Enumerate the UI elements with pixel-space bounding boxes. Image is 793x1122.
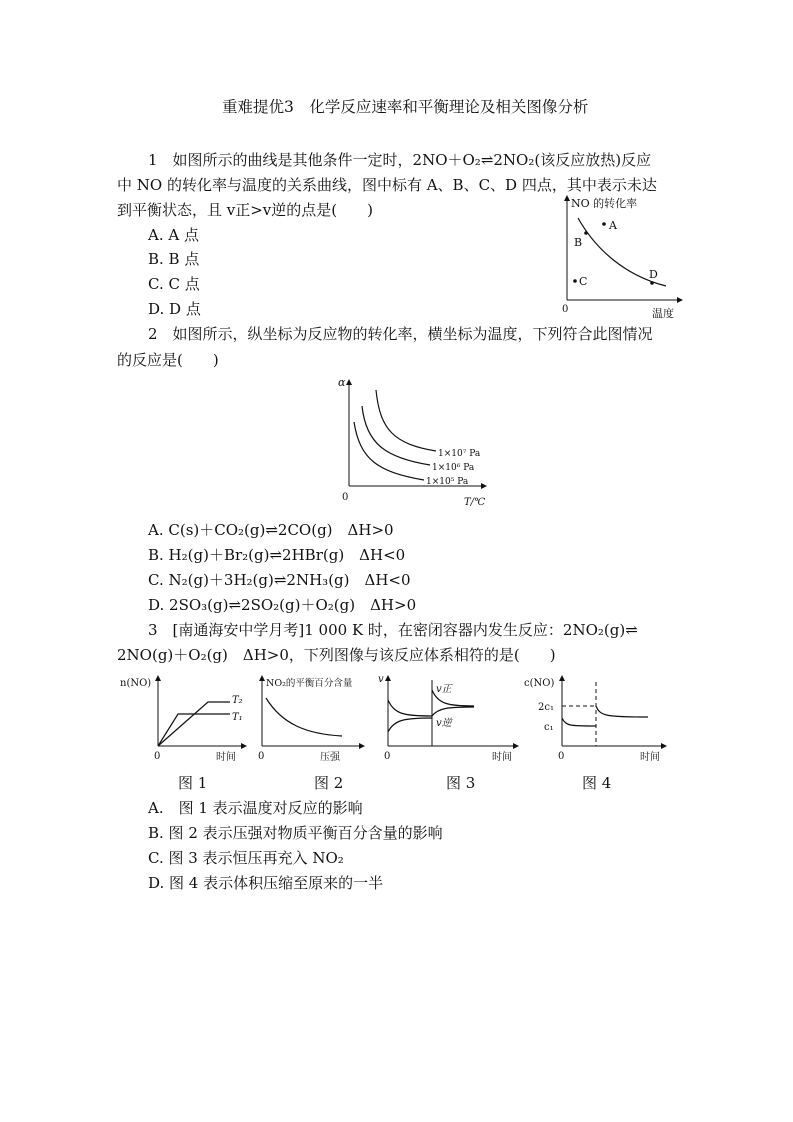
q2-xlabel: T/℃ (464, 497, 486, 508)
fig2-ylabel: NO₂的平衡百分含量 (266, 678, 353, 689)
fig1-label-t2: T₂ (232, 695, 243, 706)
fig3-vzheng-1 (388, 700, 432, 716)
fig4-label-c1: c₁ (544, 722, 554, 733)
fig4-curve-1 (562, 718, 596, 726)
fig3-origin: 0 (384, 751, 391, 762)
q2-option-b: B. H₂(g)＋Br₂(g)⇌2HBr(g) ΔH<0 (148, 546, 406, 564)
q3-option-d: D. 图 4 表示体积压缩至原来的一半 (148, 874, 384, 892)
q1-point-c (573, 279, 577, 283)
page-title: 重难提优3 化学反应速率和平衡理论及相关图像分析 (222, 98, 589, 116)
q1-line2: 中 NO 的转化率与温度的关系曲线，图中标有 A、B、C、D 四点，其中表示未达 (117, 176, 657, 194)
q1-line3: 到平衡状态，且 v正>v逆的点是( ) (117, 201, 373, 219)
q1-label-d: D (649, 268, 658, 281)
q3-option-a: A. 图 1 表示温度对反应的影响 (148, 799, 363, 817)
q1-origin: 0 (562, 304, 569, 315)
fig2-curve (266, 698, 342, 736)
fig4-ylabel: c(NO) (524, 678, 555, 689)
q2-ylabel: α (338, 376, 346, 389)
q1-option-b: B. B 点 (148, 250, 200, 268)
fig4-caption: 图 4 (582, 774, 612, 792)
fig3-vni-2 (432, 707, 474, 716)
fig2-origin: 0 (258, 751, 265, 762)
q2-curve-1e6 (362, 406, 430, 465)
fig4-xlabel: 时间 (640, 752, 660, 763)
q2-curve-1e7 (376, 390, 436, 451)
q3-option-c: C. 图 3 表示恒压再充入 NO₂ (148, 849, 344, 867)
fig2-caption: 图 2 (314, 774, 344, 792)
q2-option-a: A. C(s)＋CO₂(g)⇌2CO(g) ΔH>0 (148, 521, 394, 539)
fig1-line-t2 (158, 702, 230, 746)
fig1-caption: 图 1 (178, 774, 208, 792)
q2-figure (336, 374, 496, 510)
q3-line1: 3 [南通海安中学月考]1 000 K 时，在密闭容器内发生反应：2NO₂(g)⇌ (148, 621, 638, 639)
q2-option-c: C. N₂(g)＋3H₂(g)⇌2NH₃(g) ΔH<0 (148, 571, 411, 589)
q1-line1: 1 如图所示的曲线是其他条件一定时，2NO＋O₂⇌2NO₂(该反应放热)反应 (148, 151, 652, 169)
fig3-ylabel: v (378, 674, 384, 685)
fig3-label-vzheng: v正 (436, 684, 452, 695)
fig1-origin: 0 (154, 751, 161, 762)
fig4-curve-2 (596, 706, 648, 717)
fig2-xlabel: 压强 (320, 752, 340, 763)
q1-label-b: B (574, 236, 583, 249)
fig3-xlabel: 时间 (492, 752, 512, 763)
q1-label-c: C (579, 275, 588, 288)
q3-option-b: B. 图 2 表示压强对物质平衡百分含量的影响 (148, 824, 443, 842)
q3-figure-1 (120, 670, 250, 770)
fig1-xlabel: 时间 (216, 752, 236, 763)
q1-ylabel: NO 的转化率 (571, 197, 638, 210)
q2-series-1e5: 1×10⁵ Pa (426, 477, 469, 487)
q3-line2: 2NO(g)＋O₂(g) ΔH>0，下列图像与该反应体系相符的是( ) (117, 646, 556, 664)
q1-point-b (584, 231, 588, 235)
q2-series-1e6: 1×10⁶ Pa (432, 463, 475, 473)
q3-figure-2 (252, 670, 370, 770)
fig1-line-t1 (158, 714, 230, 746)
fig3-label-vni: v逆 (436, 718, 452, 729)
fig4-label-2c1: 2c₁ (538, 702, 554, 713)
q1-xlabel: 温度 (652, 307, 674, 318)
q1-point-d (650, 281, 654, 285)
q2-option-d: D. 2SO₃(g)⇌2SO₂(g)＋O₂(g) ΔH>0 (148, 596, 417, 614)
q1-label-a: A (609, 219, 617, 232)
q3-figure-3 (374, 670, 524, 770)
q1-figure (556, 190, 686, 318)
fig3-vni-1 (388, 718, 432, 732)
fig1-label-t1: T₁ (232, 712, 243, 723)
fig1-ylabel: n(NO) (120, 678, 152, 689)
fig3-caption: 图 3 (446, 774, 476, 792)
q2-line2: 的反应是( ) (117, 351, 219, 369)
q3-figure-4 (520, 670, 670, 770)
q1-point-a (602, 222, 606, 226)
q2-line1: 2 如图所示，纵坐标为反应物的转化率，横坐标为温度，下列符合此图情况 (148, 325, 653, 343)
q2-series-1e7: 1×10⁷ Pa (438, 449, 481, 459)
fig4-origin: 0 (558, 751, 565, 762)
q1-option-c: C. C 点 (148, 275, 200, 293)
q1-option-a: A. A 点 (148, 226, 199, 244)
q1-option-d: D. D 点 (148, 300, 201, 318)
q2-origin: 0 (342, 492, 349, 503)
